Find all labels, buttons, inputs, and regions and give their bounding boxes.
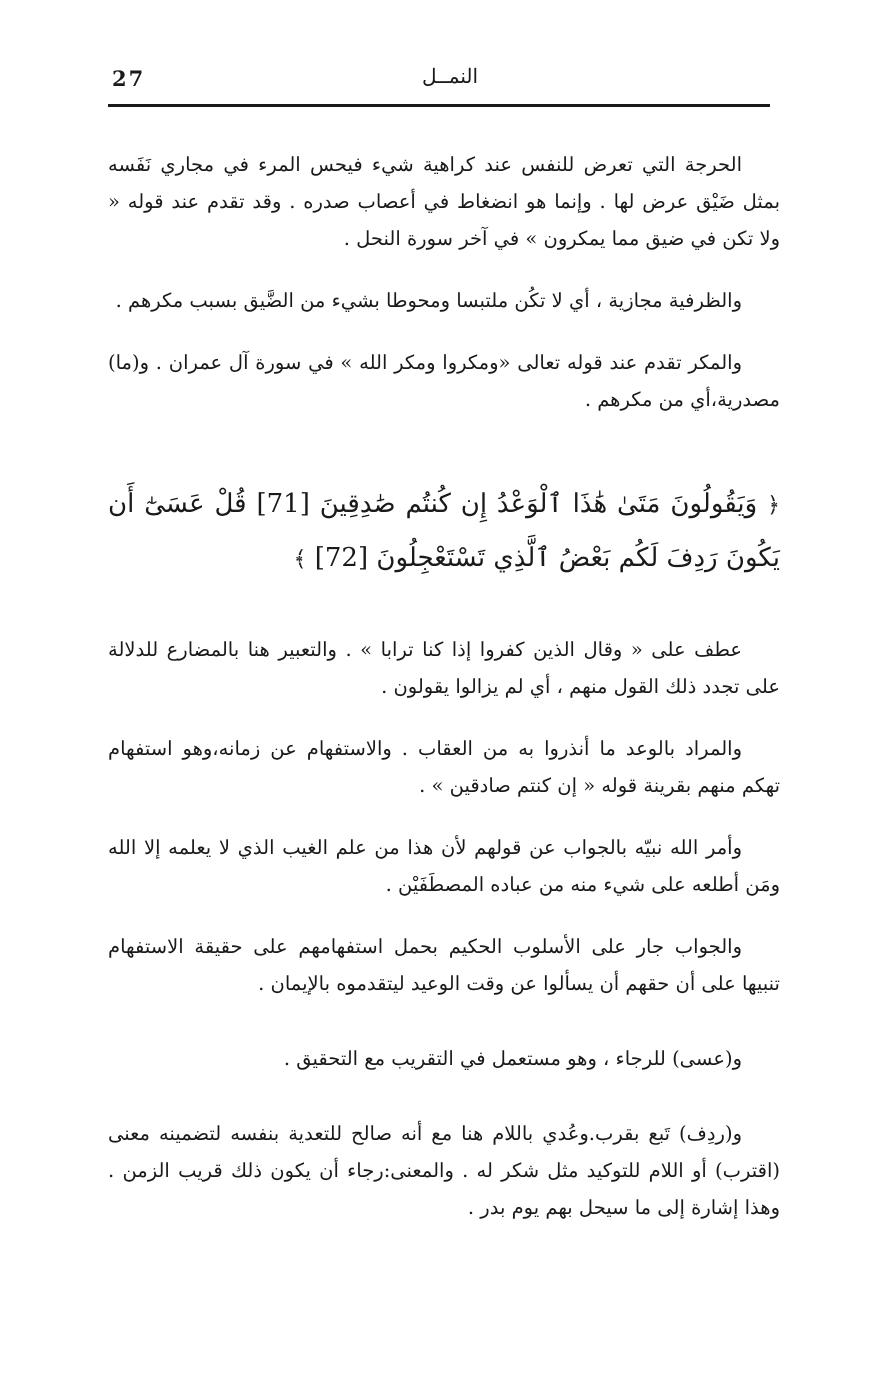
verse-text: وَيَقُولُونَ مَتَىٰ هَٰذَا ٱلْوَعْدُ إِن كُنتُم صَٰدِقِينَ [71] قُلْ عَسَىٰٓ أَن يَكُونَ رَدِفَ لَكُم بَعْضُ ٱلَّذِي تَسْتَعْجِلُونَ [72] <box>108 489 780 573</box>
running-header-title: النمــل <box>421 64 479 88</box>
commentary-paragraph-1: عطف على « وقال الذين كفروا إذا كنا ترابا » . والتعبير هنا بالمضارع للدلالة على تجدد ذلك القول منهم ، أي لم يزالوا يقولون . <box>108 638 780 698</box>
header-divider <box>108 104 770 107</box>
commentary-paragraph-2: والمراد بالوعد ما أنذروا به من العقاب . والاستفهام عن زمانه،وهو استفهام تهكم منهم بقرينة قوله « إن كنتم صادقين » . <box>108 737 780 797</box>
page-number: 27 <box>112 66 146 91</box>
verse-open-ornament: ﴿ <box>767 493 781 518</box>
quran-verse <box>108 478 780 586</box>
commentary-paragraph-5: و(عسى) للرجاء ، وهو مستعمل في التقريب مع التحقيق . <box>283 1047 742 1070</box>
paragraph-1: الحرجة التي تعرض للنفس عند كراهية شيء فيحس المرء في مجاري نَفَسه بمثل ضَيْق عرض لها . وإنما هو انضغاط في أعصاب صدره . وقد تقدم عند قوله « ولا تكن في ضيق مما يمكرون » في آخر سورة النحل . <box>108 153 780 250</box>
paragraph-2: والظرفية مجازية ، أي لا تكُن ملتبسا ومحوطا بشيء من الضَّيق بسبب مكرهم . <box>115 289 742 312</box>
page-body <box>108 146 780 1251</box>
commentary-paragraph-4: والجواب جار على الأسلوب الحكيم بحمل استفهامهم على حقيقة الاستفهام تنبيها على أن حقهم أن يسألوا عن وقت الوعيد ليتقدموه بالإيمان . <box>108 935 780 995</box>
commentary-paragraph-6: و(ردِف) تَبع بقرب.وعُدي باللام هنا مع أنه صالح للتعدية بنفسه لتضمينه معنى (اقترب) أو اللام للتوكيد مثل شكر له . والمعنى:رجاء أن يكون ذلك قريب الزمن . وهذا إشارة إلى ما سيحل بهم يوم بدر . <box>108 1122 780 1219</box>
verse-close-ornament: ﴾ <box>293 547 307 572</box>
commentary-paragraph-3: وأمر الله نبيّه بالجواب عن قولهم لأن هذا من علم الغيب الذي لا يعلمه إلا الله ومَن أطلعه على شيء منه من عباده المصطَفَيْن . <box>108 836 780 896</box>
paragraph-3: والمكر تقدم عند قوله تعالى «ومكروا ومكر الله » في سورة آل عمران . و(ما) مصدرية،أي من مكرهم . <box>108 351 780 411</box>
